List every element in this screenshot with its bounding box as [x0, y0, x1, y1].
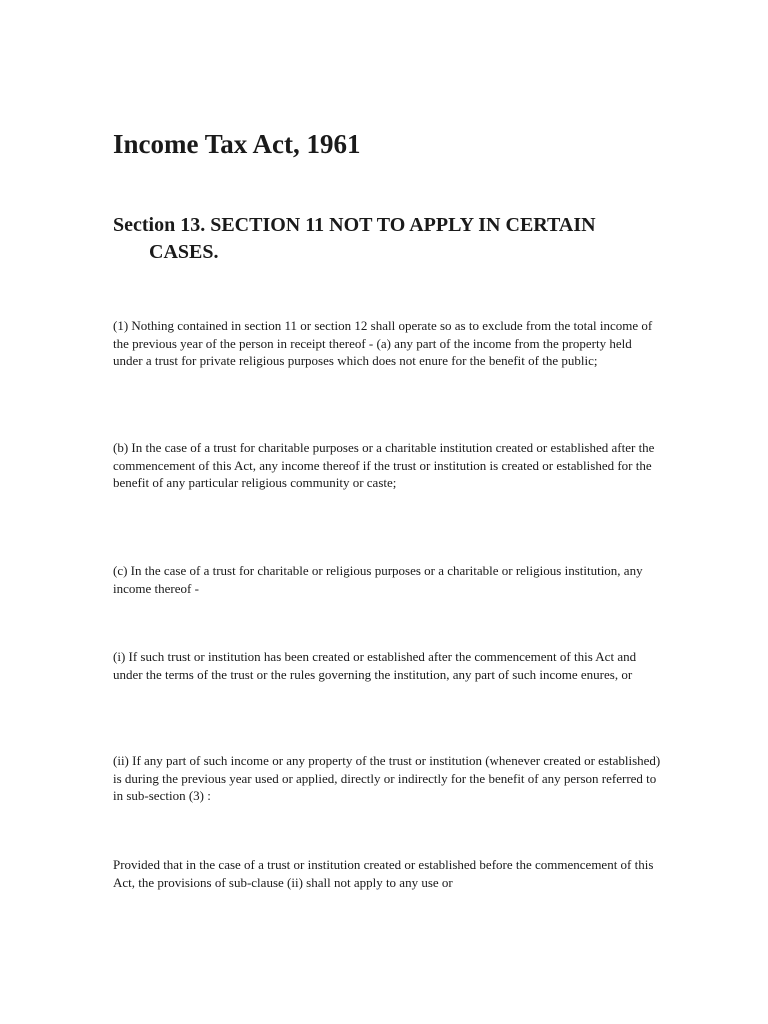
paragraph-subsection-1: (1) Nothing contained in section 11 or section 12 shall operate so as to exclude from the total income of the previous year of the person in receipt thereof - (a) any part of the income from the property held under a trust for private religious purposes which does not enure for the benefit of the public; [113, 318, 653, 368]
paragraph-subclause-ii: (ii) If any part of such income or any property of the trust or institution (whenever created or established) is during the previous year used or applied, directly or indirectly for the benefit of any person referred to in sub-section (3) : [113, 753, 661, 803]
section-heading: Section 13. SECTION 11 NOT TO APPLY IN CERTAIN CASES. [113, 214, 596, 263]
document-title: Income Tax Act, 1961 [113, 129, 361, 159]
paragraph-clause-b: (b) In the case of a trust for charitable purposes or a charitable institution created or established after the commencement of this Act, any income thereof if the trust or institution is created or established for the benefit of any particular religious community or caste; [113, 440, 655, 490]
paragraph-clause-c: (c) In the case of a trust for charitable or religious purposes or a charitable or religious institution, any income thereof - [113, 563, 643, 596]
paragraph-proviso: Provided that in the case of a trust or institution created or established before the commencement of this Act, the provisions of sub-clause (ii) shall not apply to any use or [113, 857, 654, 890]
paragraph-subclause-i: (i) If such trust or institution has been created or established after the commencement of this Act and under the terms of the trust or the rules governing the institution, any part of such income enures, or [113, 649, 637, 682]
